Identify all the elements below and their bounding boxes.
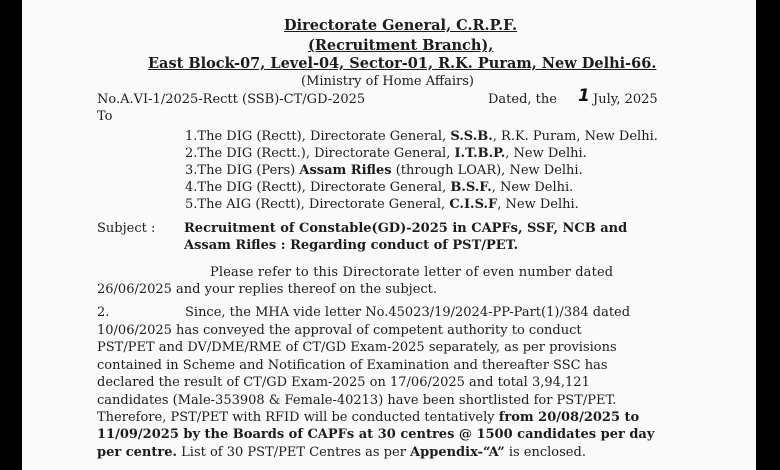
para-1-line-2: 26/06/2025 and your replies thereof on the subject. (97, 282, 438, 297)
subject-line-2: Assam Rifles : Regarding conduct of PST/PET. (184, 237, 519, 253)
ministry-line: (Ministry of Home Affairs) (301, 74, 475, 89)
dated-label: Dated, the (488, 92, 557, 107)
branch-heading: (Recruitment Branch), (308, 37, 494, 54)
to-label: To (97, 109, 113, 124)
para-2-line-1: Since, the MHA vide letter No.45023/19/2024-PP-Part(1)/384 dated (185, 305, 631, 320)
recipient-3: 3.The DIG (Pers) Assam Rifles (through LOAR), New Delhi. (185, 163, 583, 178)
handwritten-day: 1 (578, 86, 590, 106)
para-2-body (97, 322, 697, 461)
subject-line-1: Recruitment of Constable(GD)-2025 in CAPFs, SSF, NCB and (184, 221, 628, 236)
subject-label: Subject : (97, 221, 156, 236)
para-2-line-8: 11/09/2025 by the Boards of CAPFs at 30 centres @ 1500 candidates per day (97, 427, 655, 443)
para-2-line-7: Therefore, PST/PET with RFID will be conducted tentatively from 20/08/2025 to (97, 410, 640, 426)
recipient-4: 4.The DIG (Rectt), Directorate General, B.S.F., New Delhi. (185, 180, 574, 195)
org-heading: Directorate General, C.R.P.F. (284, 17, 518, 34)
para-2-line-5: declared the result of CT/GD Exam-2025 on 17/06/2025 and total 3,94,121 (97, 375, 590, 391)
reference-number: No.A.VI-1/2025-Rectt (SSB)-CT/GD-2025 (97, 92, 366, 107)
para-1 (184, 265, 694, 282)
date-month-year: July, 2025 (593, 92, 658, 107)
para-2-line-6: candidates (Male-353908 & Female-40213) have been shortlisted for PST/PET. (97, 392, 617, 408)
para-1-line-1: Please refer to this Directorate letter of even number dated (210, 265, 614, 280)
recipient-2: 2.The DIG (Rectt.), Directorate General, I.T.B.P., New Delhi. (185, 146, 587, 161)
address-heading: East Block-07, Level-04, Sector-01, R.K. Puram, New Delhi-66. (148, 55, 657, 72)
subject-text (184, 221, 694, 254)
recipient-1: 1.The DIG (Rectt), Directorate General, S.S.B., R.K. Puram, New Delhi. (185, 129, 658, 144)
para-2-line-2: 10/06/2025 has conveyed the approval of competent authority to conduct (97, 323, 582, 338)
para-2-line-3: PST/PET and DV/DME/RME of CT/GD Exam-2025 separately, as per provisions (97, 340, 617, 356)
recipient-5: 5.The AIG (Rectt), Directorate General, C.I.S.F, New Delhi. (185, 197, 579, 212)
para-2-number: 2. (97, 305, 110, 320)
letter-page (22, 0, 756, 470)
para-2-line-4: contained in Scheme and Notification of Examination and thereafter SSC has (97, 357, 608, 373)
para-2-line-9: per centre. List of 30 PST/PET Centres as per Appendix-“A” is enclosed. (97, 444, 586, 460)
